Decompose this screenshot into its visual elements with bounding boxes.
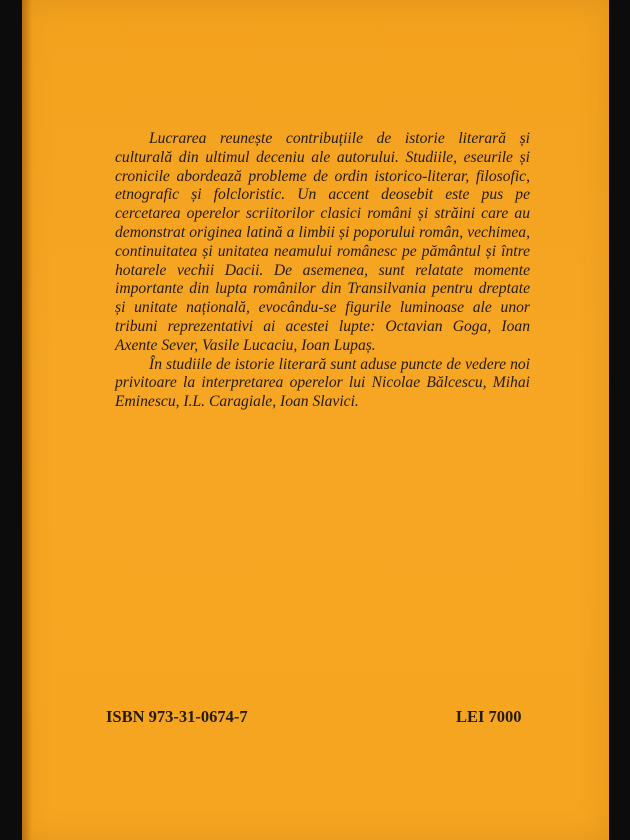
cover-edge-shadow xyxy=(22,0,32,840)
isbn-label: ISBN 973-31-0674-7 xyxy=(106,707,248,726)
blurb-paragraph-1: Lucrarea reunește contribuțiile de istorie literară și culturală din ultimul deceniu ale autorului. Studiile, eseurile și cronicile abordează probleme de ordin istorico-literar, filosofic, etnografic și folcloristic. Un accent deosebit este pus pe cercetarea operelor scriitorilor clasici români și străini care au demonstrat originea latină a limbii și poporului român, vechimea, continuitatea și unitatea neamului românesc pe pământul și între hotarele vechii Dacii. De asemenea, sunt relatate momente importante din lupta românilor din Transilvania pentru dreptate și unitate națională, evocându-se figurile luminoase ale unor tribuni reprezentativi ai acestei lupte: Octavian Goga, Ioan Axente Sever, Vasile Lucaciu, Ioan Lupaș. xyxy=(115,130,530,354)
cover-blurb xyxy=(115,130,530,412)
blurb-paragraph-2: În studiile de istorie literară sunt aduse puncte de vedere noi privitoare la interpretarea operelor lui Nicolae Bălcescu, Mihai Eminescu, I.L. Caragiale, Ioan Slavici. xyxy=(115,355,530,411)
price-label: LEI 7000 xyxy=(456,707,522,726)
